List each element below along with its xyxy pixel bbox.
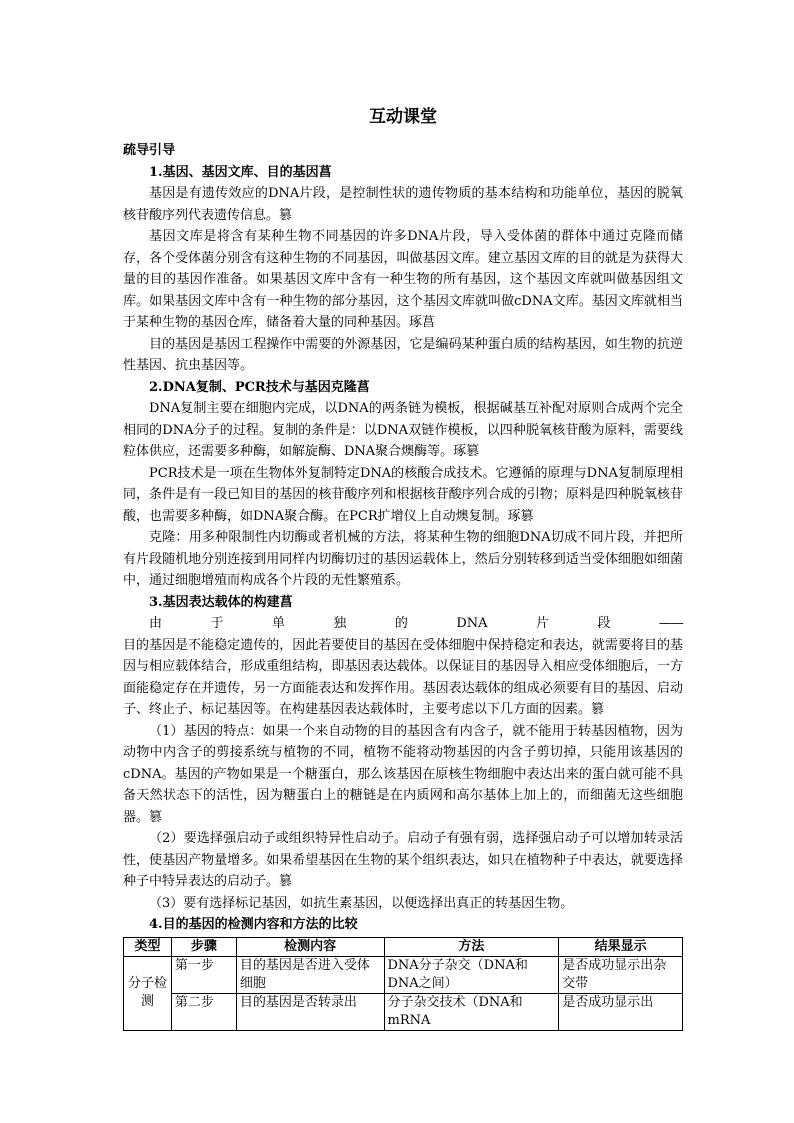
heading-3: 3.基因表达载体的构建菖: [149, 594, 293, 610]
paragraph-dna-replication: DNA复制主要在细胞内完成，以DNA的两条链为模板，根据碱基互补配对原则合成两个完全相同的DNA分子的过程。复制的条件是：以DNA双链作模板，以四种脱氧核苷酸为原料，需要线粒体供应，还需要多种酶，如解旋酶、DNA聚合燠酶等。琢篡: [123, 401, 683, 459]
heading-2: 2.DNA复制、PCR技术与基因克隆菖: [149, 379, 370, 395]
paragraph-gene: 基因是有遗传效应的DNA片段，是控制性状的遗传物质的基本结构和功能单位，基因的脱氧核苷酸序列代表遗传信息。篡: [123, 186, 683, 223]
heading-4: 4.目的基因的检测内容和方法的比较: [149, 917, 358, 932]
table-cell-type: 分子检测: [124, 956, 172, 1030]
spread-char: DNA: [456, 616, 488, 631]
paragraph-expression-vector: 目的基因是不能稳定遗传的，因此若要使目的基因在受体细胞中保持稳定和表达，就需要将目的基因与相应载体结合，形成重组结构，即基因表达载体。以保证目的基因导入相应受体细胞后，一方面能稳定存在并遗传，另一方面能表达和发挥作用。基因表达载体的组成必须要有目的基因、启动子、终止子、标记基因等。在构建基因表达载体时，主要考虑以下几方面的因素。篡: [123, 637, 683, 717]
table-cell: 是否成功显示出: [559, 993, 683, 1030]
paragraph-factor-1: （1）基因的特点：如果一个来自动物的目的基因含有内含子，就不能用于转基因植物，因为动物中内含子的剪接系统与植物的不同，植物不能将动物基因的内含子剪切掉，只能用该基因的cDNA。基因的产物如果是一个糖蛋白，那么该基因在原核生物细胞中表达出来的蛋白就可能不具备天然状态下的活性，因为糖蛋白上的糖链是在内质网和高尔基体上加上的，而细菌无这些细胞器。篡: [123, 723, 683, 825]
table-cell: 第二步: [171, 993, 236, 1030]
spread-char: 片: [535, 616, 549, 631]
table-cell: DNA分子杂交（DNA和DNA之间）: [384, 956, 559, 993]
spread-char: ——: [658, 616, 683, 631]
table-cell: 目的基因是否转录出: [236, 993, 384, 1030]
page-title: 互动课堂: [369, 107, 437, 127]
table-cell: 分子杂交技术（DNA和mRNA: [384, 993, 559, 1030]
table-header: 结果显示: [559, 937, 683, 956]
spread-char: 于: [210, 616, 224, 631]
heading-1: 1.基因、基因文库、目的基因菖: [149, 164, 332, 180]
document-body: [123, 106, 683, 1031]
table-row: [124, 993, 683, 1030]
table-header: 类型: [124, 937, 172, 956]
table-row: [124, 956, 683, 993]
table-header: 方法: [384, 937, 559, 956]
table-cell: 第一步: [171, 956, 236, 993]
paragraph-factor-3: （3）要有选择标记基因，如抗生素基因，以便选择出真正的转基因生物。: [149, 895, 574, 911]
paragraph-factor-2: （2）要选择强启动子或组织特异性启动子。启动子有强有弱，选择强启动子可以增加转录活性，使基因产物量增多。如果希望基因在生物的某个组织表达，如只在植物种子中表达，就要选择种子中特异表达的启动子。篡: [123, 831, 683, 889]
paragraph-pcr: PCR技术是一项在生物体外复制特定DNA的核酸合成技术。它遵循的原理与DNA复制原理相同，条件是有一段已知目的基因的核苷酸序列和根据核苷酸序列合成的引物；原料是四种脱氧核苷酸，也需要多种酶，如DNA聚合酶。在PCR扩增仪上自动燠复制。琢篡: [123, 465, 683, 524]
paragraph-target-gene: 目的基因是基因工程操作中需要的外源基因，它是编码某种蛋白质的结构基因，如生物的抗逆性基因、抗虫基因等。: [123, 336, 683, 373]
paragraph-gene-library: 基因文库是将含有某种生物不同基因的许多DNA片段，导入受体菌的群体中通过克隆而储存，各个受体菌分别含有这种生物的不同基因，叫做基因文库。建立基因文库的目的就是为获得大量的目的基因作准备。如果基因文库中含有一种生物的所有基因，这个基因文库就叫做基因组文库。如果基因文库中含有一种生物的部分基因，这个基因文库就叫做cDNA文库。基因文库就相当于某种生物的基因仓库，储备着大量的同种基因。琢菖: [123, 229, 683, 330]
table-cell: 是否成功显示出杂交带: [559, 956, 683, 993]
spread-char: 的: [394, 616, 408, 631]
comparison-table: [123, 937, 683, 1031]
spread-char: 段: [597, 616, 611, 631]
spread-char: 单: [271, 616, 285, 631]
section-heading: 疏导引导: [123, 143, 176, 158]
spread-char: 由: [149, 616, 163, 631]
paragraph-cloning: 克隆：用多种限制性内切酶或者机械的方法，将某种生物的细胞DNA切成不同片段，并把所有片段随机地分别连接到用同样内切酶切过的基因运载体上，然后分别转移到适当受体细胞如细菌中，通过细胞增殖而构成各个片段的无性繁殖系。: [123, 530, 683, 588]
table-header: 步骤: [171, 937, 236, 956]
table-header: 检测内容: [236, 937, 384, 956]
spread-char: 独: [333, 616, 347, 631]
table-cell: 目的基因是否进入受体细胞: [236, 956, 384, 993]
spread-line: [123, 613, 683, 635]
table-header-row: [124, 937, 683, 956]
